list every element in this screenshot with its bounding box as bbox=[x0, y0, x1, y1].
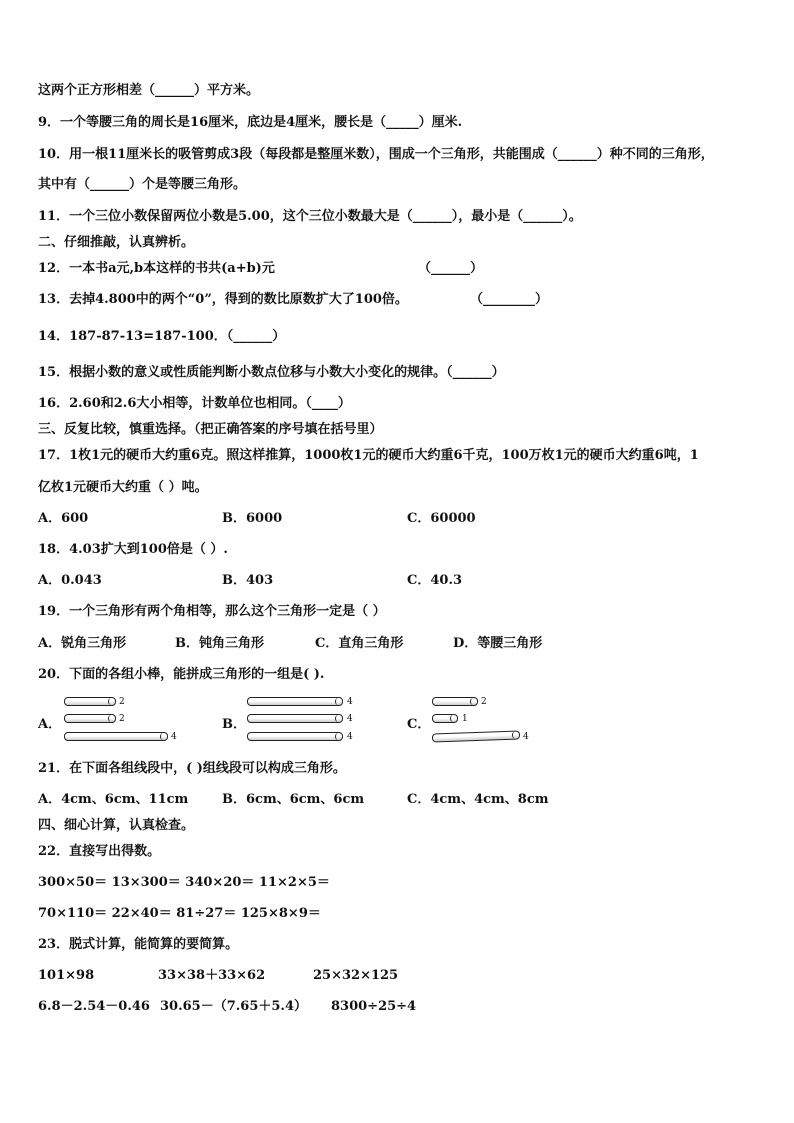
stick-b1-length: 4 bbox=[347, 697, 353, 707]
q19-option-a: A．锐角三角形 bbox=[38, 636, 127, 651]
stick-c2-length: 1 bbox=[462, 714, 468, 724]
stick-c3 bbox=[432, 730, 520, 742]
q20-label-a: A． bbox=[38, 717, 62, 732]
q18-option-b: B．403 bbox=[222, 573, 274, 588]
question-13-blank: （________） bbox=[470, 292, 549, 307]
q18-option-a: A．0.043 bbox=[38, 573, 102, 588]
section-3-title: 三、反复比较，慎重选择。（把正确答案的序号填在括号里） bbox=[38, 422, 383, 437]
q20-label-c: C． bbox=[407, 717, 431, 732]
stick-a2 bbox=[64, 714, 116, 723]
q23-expr-2: 33×38＋33×62 bbox=[158, 968, 266, 983]
q17-option-a: A．600 bbox=[38, 511, 89, 526]
question-10-line1: 10．用一根11厘米长的吸管剪成3段（每段都是整厘米数），围成一个三角形，共能围成（______）种不同的三角形， bbox=[38, 147, 714, 162]
question-12: 12．一本书a元,b本这样的书共(a+b)元 bbox=[38, 261, 275, 276]
question-23: 23．脱式计算，能简算的要简算。 bbox=[38, 937, 239, 952]
question-14: 14．187-87-13=187-100．（______） bbox=[38, 329, 286, 344]
stick-b3 bbox=[247, 732, 343, 741]
stick-b2 bbox=[247, 714, 343, 723]
question-15: 15．根据小数的意义或性质能判断小数点位移与小数大小变化的规律。（______） bbox=[38, 365, 505, 380]
q23-expr-4: 6.8－2.54－0.46 bbox=[38, 999, 150, 1014]
q18-option-c: C．40.3 bbox=[407, 573, 463, 588]
q23-expr-5: 30.65－（7.65＋5.4） bbox=[160, 999, 307, 1014]
question-22: 22．直接写出得数。 bbox=[38, 844, 161, 859]
stick-b3-length: 4 bbox=[347, 732, 353, 742]
section-2-title: 二、仔细推敲，认真辨析。 bbox=[38, 235, 195, 250]
stick-c2 bbox=[432, 714, 458, 723]
q19-option-d: D．等腰三角形 bbox=[453, 636, 543, 651]
q20-label-b: B． bbox=[222, 717, 246, 732]
q21-option-c: C．4cm、4cm、8cm bbox=[407, 792, 549, 807]
question-17-line2: 亿枚1元硬币大约重（ ）吨。 bbox=[38, 480, 208, 495]
question-12-blank: （______） bbox=[418, 261, 484, 276]
question-18: 18．4.03扩大到100倍是（ ）. bbox=[38, 542, 228, 557]
question-20: 20．下面的各组小棒，能拼成三角形的一组是( ). bbox=[38, 667, 325, 682]
stick-c1 bbox=[432, 697, 478, 706]
q23-expr-3: 25×32×125 bbox=[313, 968, 399, 983]
section-4-title: 四、细心计算，认真检查。 bbox=[38, 818, 195, 833]
q21-option-b: B．6cm、6cm、6cm bbox=[222, 792, 365, 807]
question-22-row2: 70×110＝ 22×40＝ 81÷27＝ 125×8×9＝ bbox=[38, 906, 321, 921]
stick-a1-length: 2 bbox=[119, 697, 125, 707]
stick-c1-length: 2 bbox=[481, 697, 487, 707]
q23-expr-6: 8300÷25÷4 bbox=[331, 999, 417, 1014]
q23-expr-1: 101×98 bbox=[38, 968, 95, 983]
stick-b1 bbox=[247, 697, 343, 706]
question-22-row1: 300×50＝ 13×300＝ 340×20＝ 11×2×5＝ bbox=[38, 875, 330, 890]
question-9: 9．一个等腰三角的周长是16厘米，底边是4厘米，腰长是（_____）厘米. bbox=[38, 115, 463, 130]
stick-a2-length: 2 bbox=[119, 714, 125, 724]
line-square-difference: 这两个正方形相差（______）平方米。 bbox=[38, 83, 260, 98]
question-21: 21．在下面各组线段中，( )组线段可以构成三角形。 bbox=[38, 761, 346, 776]
question-13: 13．去掉4.800中的两个“0”，得到的数比原数扩大了100倍。 bbox=[38, 292, 408, 307]
q17-option-c: C．60000 bbox=[407, 511, 476, 526]
question-11: 11．一个三位小数保留两位小数是5.00，这个三位小数最大是（______），最小是（______）。 bbox=[38, 209, 582, 224]
q19-option-b: B．钝角三角形 bbox=[175, 636, 264, 651]
stick-c3-length: 4 bbox=[523, 732, 529, 742]
q17-option-b: B．6000 bbox=[222, 511, 283, 526]
q19-option-c: C．直角三角形 bbox=[315, 636, 404, 651]
stick-a3-length: 4 bbox=[171, 732, 177, 742]
stick-a1 bbox=[64, 697, 116, 706]
q21-option-a: A．4cm、6cm、11cm bbox=[38, 792, 189, 807]
question-17-line1: 17．1枚1元的硬币大约重6克。照这样推算，1000枚1元的硬币大约重6千克，100万枚1元的硬币大约重6吨，1 bbox=[38, 448, 699, 463]
stick-b2-length: 4 bbox=[347, 714, 353, 724]
question-10-line2: 其中有（______）个是等腰三角形。 bbox=[38, 177, 247, 192]
stick-a3 bbox=[64, 732, 168, 741]
question-16: 16．2.60和2.6大小相等，计数单位也相同。（____） bbox=[38, 396, 351, 411]
question-19: 19．一个三角形有两个角相等，那么这个三角形一定是（ ） bbox=[38, 604, 386, 619]
